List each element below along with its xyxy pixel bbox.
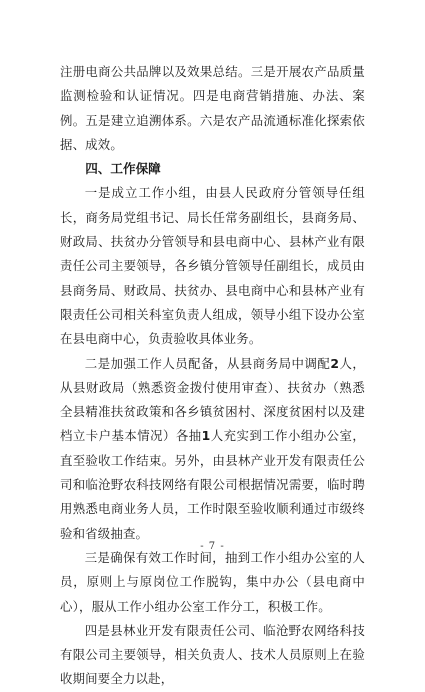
document-body — [60, 60, 365, 692]
staffing-count-each: 1 — [201, 428, 211, 444]
staffing-text-a: 二是加强工作人员配备，从县商务局中调配 — [84, 355, 331, 371]
paragraph-working-time: 三是确保有效工作时间，抽到工作小组办公室的人员，原则上与原岗位工作脱钩，集中办公（县电商中心），服从工作小组办公室工作分工，积极工作。 — [60, 549, 365, 614]
paragraph-continued: 注册电商公共品牌以及效果总结。三是开展农产品质量监测检验和认证情况。四是电商营销措施、办法、案例。五是建立追溯体系。六是农产品流通标准化探索依据、成效。 — [60, 64, 365, 152]
staffing-count-commerce: 2 — [330, 355, 340, 371]
staffing-text-c: 人充实到工作小组办公室，直至验收工作结束。另外，由县林产业开发有限责任公司和临沧野农科技网络有限公司根据情况需要，临时聘用熟悉电商业务人员，工作时限至验收顺利通过市级终验和省级抽查。 — [60, 428, 366, 541]
section-heading-work-guarantee: 四、工作保障 — [85, 161, 161, 177]
paragraph-company-leaders: 四是县林业开发有限责任公司、临沧野农网络科技有限公司主要领导，相关负责人、技术人员原则上在验收期间要全力以赴， — [60, 622, 365, 687]
staffing-text-b: 人，从县财政局（熟悉资金拨付使用审查）、扶贫办（熟悉全县精准扶贫政策和各乡镇贫困村、深度贫困村以及建档立卡户基本情况）各抽 — [60, 355, 365, 444]
paragraph-working-group: 一是成立工作小组，由县人民政府分管领导任组长，商务局党组书记、局长任常务副组长，县商务局、财政局、扶贫办分管领导和县电商中心、县林产业有限责任公司主要领导，各乡镇分管领导任副组长，成员由县商务局、财政局、扶贫办、县电商中心和县林产业有限责任公司相关科室负责人组成，领导小组下设办公室在县电商中心，负责验收具体业务。 — [60, 185, 365, 347]
paragraph-staffing — [60, 352, 365, 546]
page-number: - 7 - — [200, 541, 225, 552]
